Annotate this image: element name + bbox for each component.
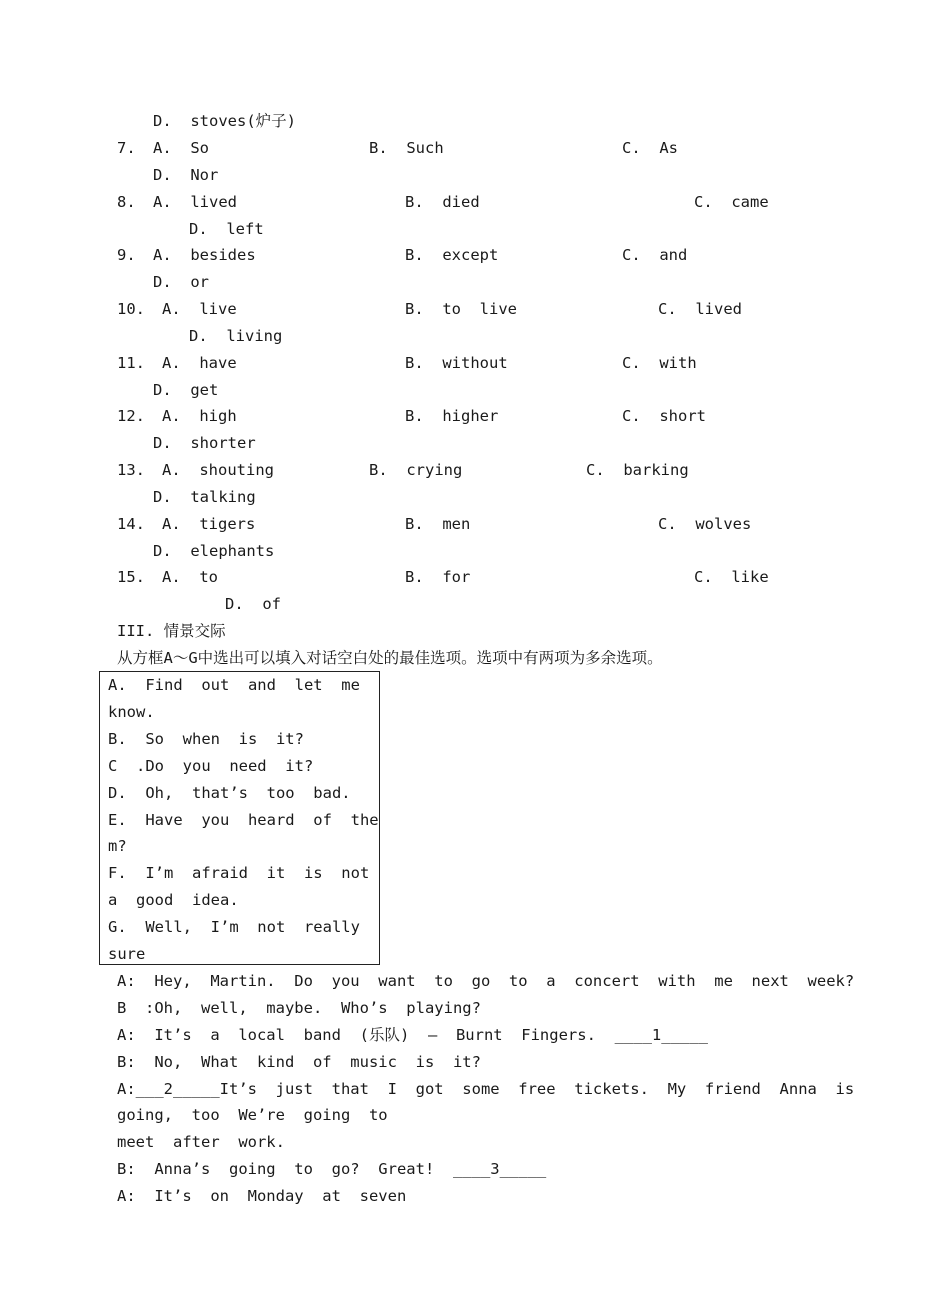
q11-number: 11.	[117, 354, 145, 372]
box-line: F. I’m afraid it is not	[108, 864, 370, 882]
q8-option-b: B. died	[405, 193, 480, 211]
box-line: sure	[108, 945, 146, 963]
q15-option-b: B. for	[405, 568, 471, 586]
q12-option-a: A. high	[162, 407, 237, 425]
q10-option-d: D. living	[189, 327, 283, 345]
q13-option-c: C. barking	[586, 461, 689, 479]
q11-option-d: D. get	[153, 381, 219, 399]
dialogue-line: A: It’s a local band (乐队) — Burnt Fingers. ____1_____	[117, 1026, 708, 1044]
q8-option-a: A. lived	[153, 193, 237, 211]
q15-option-d: D. of	[225, 595, 281, 613]
q13-option-d: D. talking	[153, 488, 256, 506]
q9-option-a: A. besides	[153, 246, 256, 264]
q7-option-b: B. Such	[369, 139, 444, 157]
q7-option-c: C. As	[622, 139, 678, 157]
q10-option-a: A. live	[162, 300, 237, 318]
q14-option-d: D. elephants	[153, 542, 275, 560]
q12-number: 12.	[117, 407, 145, 425]
q7-option-d: D. Nor	[153, 166, 219, 184]
section-instruction: 从方框A～G中选出可以填入对话空白处的最佳选项。选项中有两项为多余选项。	[117, 649, 663, 667]
q10-option-b: B. to live	[405, 300, 517, 318]
q13-option-b: B. crying	[369, 461, 463, 479]
q13-option-a: A. shouting	[162, 461, 274, 479]
dialogue-line: A: Hey, Martin. Do you want to go to a concert with me next week?	[117, 972, 855, 990]
box-line: A. Find out and let me	[108, 676, 360, 694]
dialogue-line: B :Oh, well, maybe. Who’s playing?	[117, 999, 481, 1017]
box-line: B. So when is it?	[108, 730, 304, 748]
q11-option-c: C. with	[622, 354, 697, 372]
q6-option-d: D. stoves(炉子)	[153, 112, 296, 130]
q12-option-c: C. short	[622, 407, 706, 425]
dialogue-line: A: It’s on Monday at seven	[117, 1187, 407, 1205]
dialogue-line: meet after work.	[117, 1133, 285, 1151]
q9-option-d: D. or	[153, 273, 209, 291]
q13-number: 13.	[117, 461, 145, 479]
box-line: m?	[108, 837, 127, 855]
q14-number: 14.	[117, 515, 145, 533]
dialogue-line: going, too We’re going to	[117, 1106, 388, 1124]
q8-number: 8.	[117, 193, 136, 211]
q15-number: 15.	[117, 568, 145, 586]
q9-option-b: B. except	[405, 246, 499, 264]
q15-option-c: C. like	[694, 568, 769, 586]
q11-option-b: B. without	[405, 354, 508, 372]
q7-option-a: A. So	[153, 139, 209, 157]
dialogue-line: B: No, What kind of music is it?	[117, 1053, 481, 1071]
q14-option-a: A. tigers	[162, 515, 256, 533]
section-heading: III. 情景交际	[117, 622, 226, 640]
q14-option-b: B. men	[405, 515, 471, 533]
box-line: C .Do you need it?	[108, 757, 314, 775]
box-line: G. Well, I’m not really	[108, 918, 360, 936]
q12-option-b: B. higher	[405, 407, 499, 425]
box-line: know.	[108, 703, 155, 721]
box-line: D. Oh, that’s too bad.	[108, 784, 351, 802]
q9-option-c: C. and	[622, 246, 688, 264]
dialogue-line: B: Anna’s going to go? Great! ____3_____	[117, 1160, 547, 1178]
box-line: a good idea.	[108, 891, 239, 909]
q12-option-d: D. shorter	[153, 434, 256, 452]
q8-option-c: C. came	[694, 193, 769, 211]
q10-number: 10.	[117, 300, 145, 318]
q7-number: 7.	[117, 139, 136, 157]
box-line: E. Have you heard of the	[108, 811, 379, 829]
q11-option-a: A. have	[162, 354, 237, 372]
q14-option-c: C. wolves	[658, 515, 752, 533]
q8-option-d: D. left	[189, 220, 264, 238]
q15-option-a: A. to	[162, 568, 218, 586]
dialogue-line: A:___2_____It’s just that I got some free tickets. My friend Anna is	[117, 1080, 855, 1098]
q10-option-c: C. lived	[658, 300, 742, 318]
q9-number: 9.	[117, 246, 136, 264]
